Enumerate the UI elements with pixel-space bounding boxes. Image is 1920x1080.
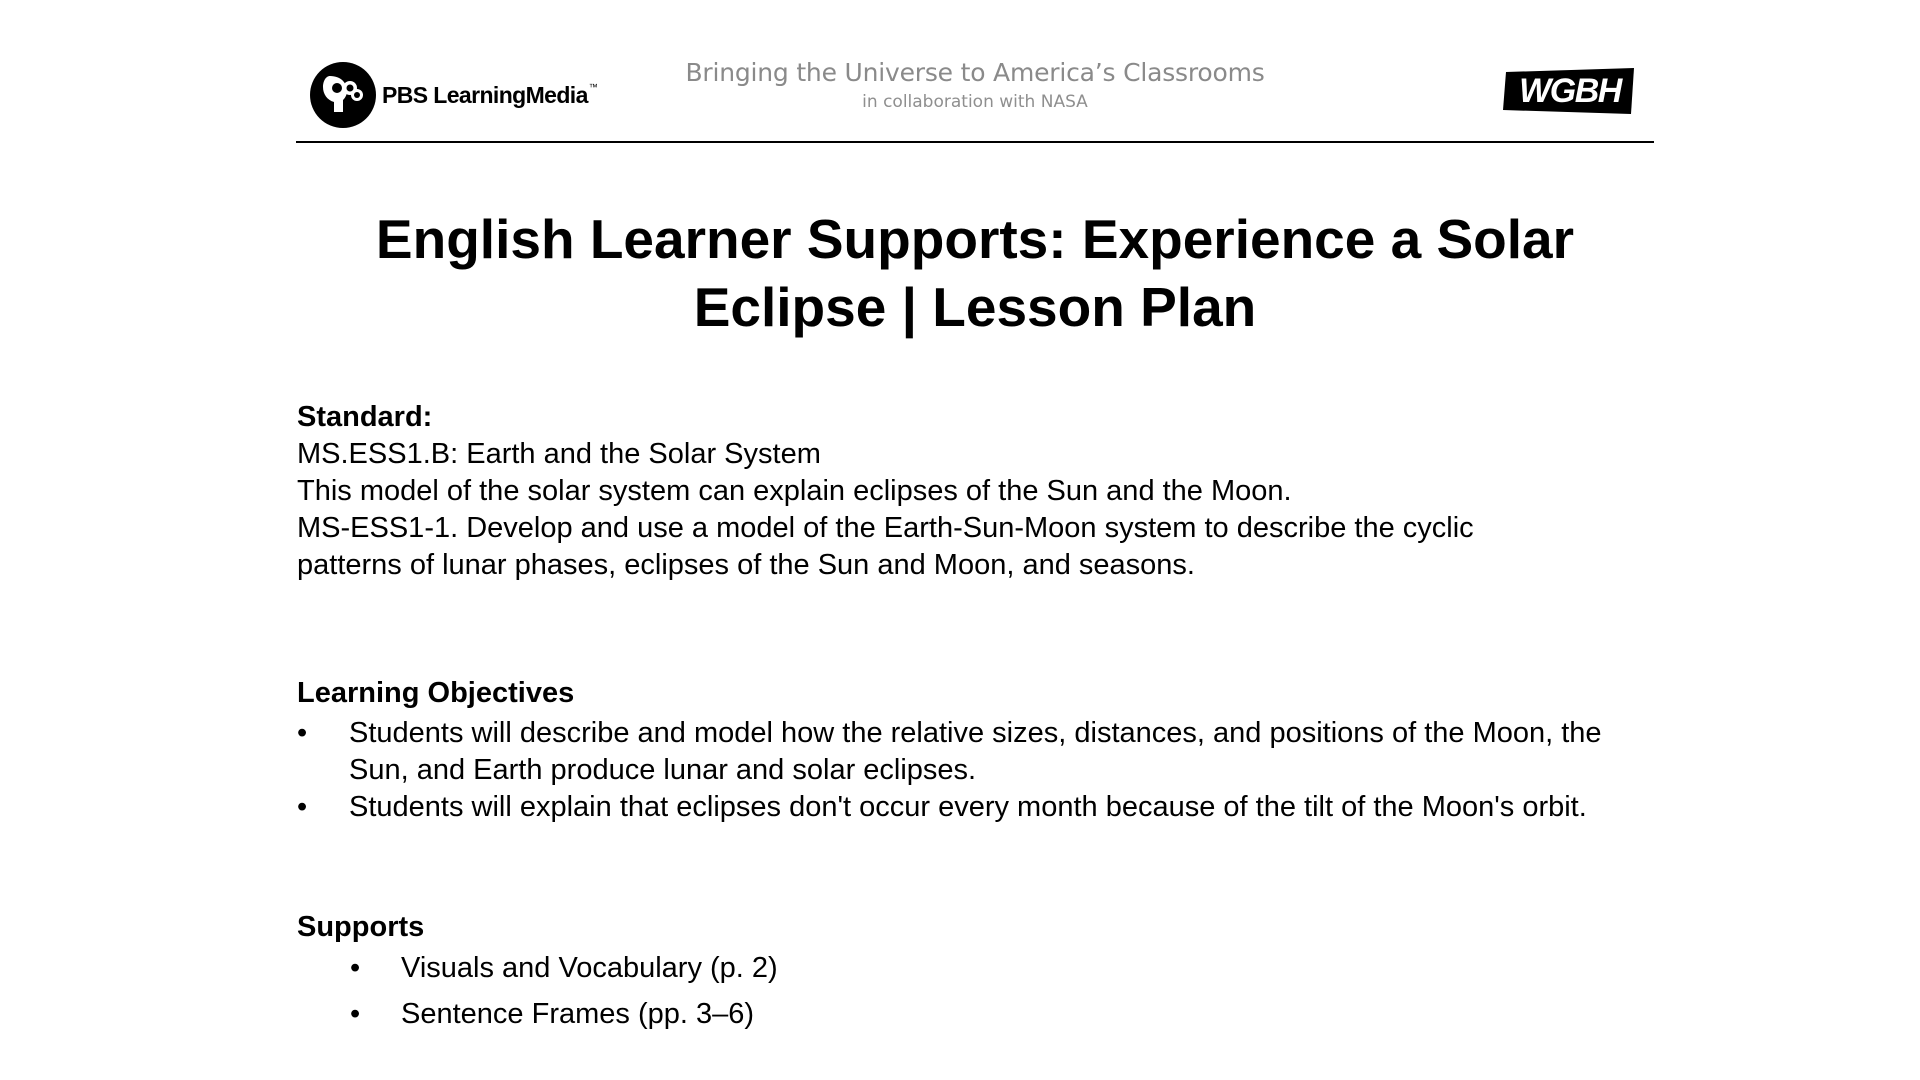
standard-line: This model of the solar system can explain eclipses of the Sun and the Moon. [297,475,1292,507]
standard-line: MS-ESS1-1. Develop and use a model of the Earth-Sun-Moon system to describe the cyclic [297,512,1474,544]
supports-heading: Supports [297,911,425,943]
document-header [296,54,1654,142]
wgbh-logo [1500,64,1640,118]
learning-objectives-list [297,715,1647,826]
standard-heading: Standard: [297,401,433,433]
support-text: Sentence Frames (pp. 3–6) [401,998,755,1030]
standard-line: MS.ESS1.B: Earth and the Solar System [297,438,821,470]
standard-section [297,398,1647,584]
support-text: Visuals and Vocabulary (p. 2) [401,952,778,984]
standard-line: patterns of lunar phases, eclipses of the Sun and Moon, and seasons. [297,549,1195,581]
tagline-sub: in collaboration with NASA [862,92,1088,112]
tagline-main: Bringing the Universe to America’s Classrooms [685,58,1265,87]
page-title [296,205,1654,341]
pbs-logo-text: PBS LearningMedia [382,81,588,108]
title-line-1: English Learner Supports: Experience a Solar [375,208,1575,270]
list-item [297,950,1647,987]
title-line-2: Eclipse | Lesson Plan [693,276,1257,338]
objective-text: Students will describe and model how the relative sizes, distances, and positions of the Moon, the Sun, and Earth produce lunar and solar eclipses. [349,717,1602,786]
learning-objectives-section [297,674,1647,826]
wgbh-logo-text: WGBH [1519,72,1621,110]
supports-section [297,908,1647,1042]
header-tagline [296,54,1654,113]
bullet-icon: • [297,791,308,823]
list-item [297,996,1647,1033]
list-item [297,715,1639,789]
bullet-icon: • [350,998,361,1030]
list-item [297,789,1639,826]
bullet-icon: • [297,717,308,749]
pbs-logo-trademark: ™ [588,81,598,92]
header-divider [296,141,1654,143]
learning-objectives-heading: Learning Objectives [297,677,575,709]
objective-text: Students will explain that eclipses don't occur every month because of the tilt of the Moon's orbit. [349,791,1587,823]
supports-list [297,950,1647,1033]
bullet-icon: • [350,952,361,984]
